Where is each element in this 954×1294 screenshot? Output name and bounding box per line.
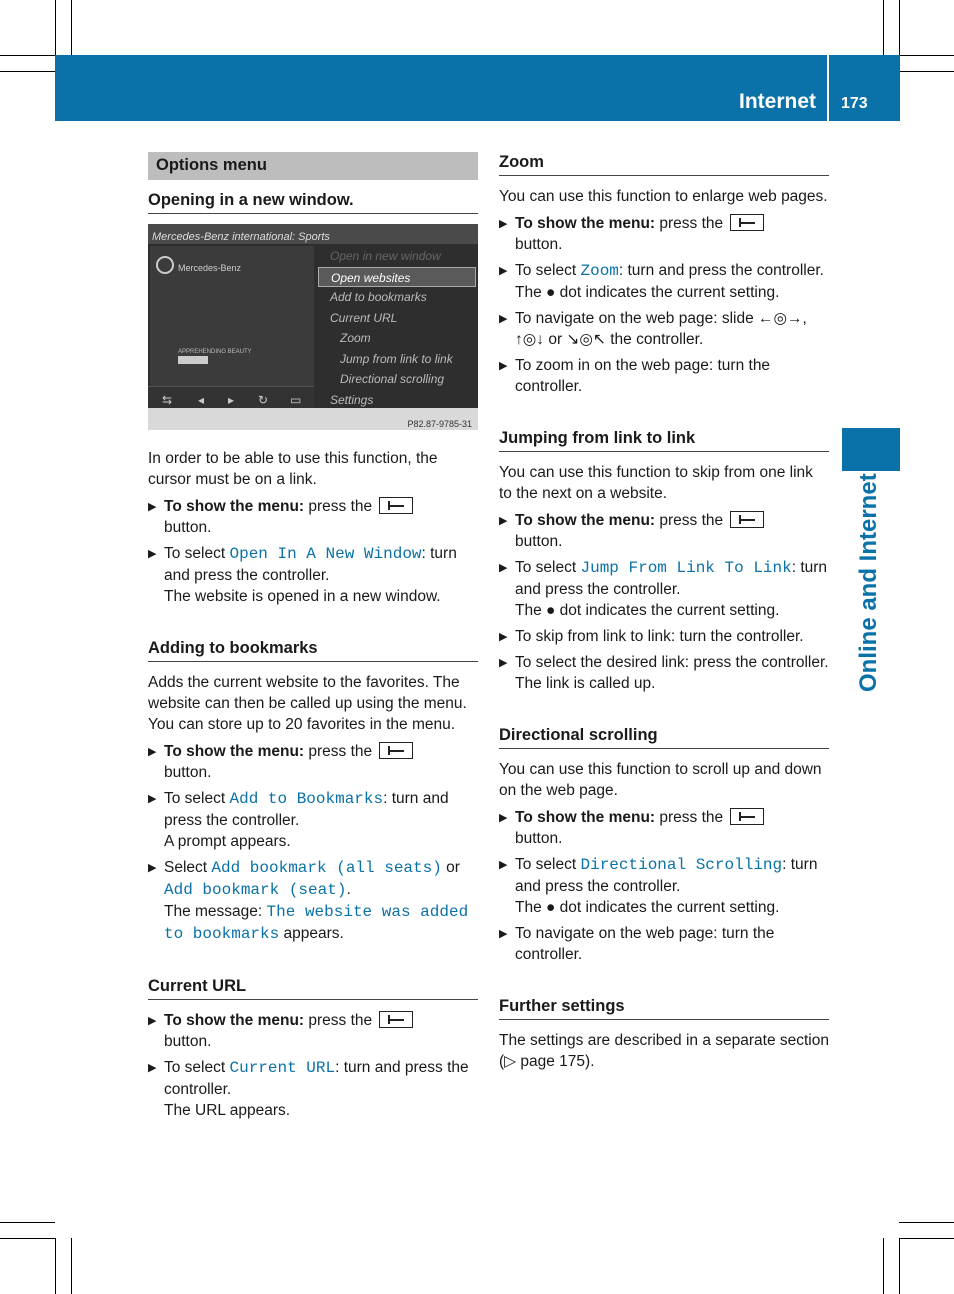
- step: ▶ To select the desired link: press the controller. The link is called up.: [499, 652, 829, 694]
- further-intro: The settings are described in a separate section (▷ page 175).: [499, 1032, 829, 1070]
- screen-brand: Mercedes-Benz: [178, 263, 242, 273]
- figure-caption: P82.87-9785-31: [148, 408, 478, 430]
- directional-heading: Directional scrolling: [499, 725, 829, 749]
- step: ▶ To navigate on the web page: turn the controller.: [499, 923, 829, 965]
- options-menu-heading: Options menu: [148, 152, 478, 180]
- crop-mark: [0, 1238, 55, 1239]
- screen-webpage: [150, 246, 314, 386]
- crop-mark: [0, 71, 55, 72]
- bookmarks-heading: Adding to bookmarks: [148, 638, 478, 662]
- further-heading: Further settings: [499, 996, 829, 1020]
- step: ▶ To select Add to Bookmarks: turn and press the controller. A prompt appears.: [148, 788, 478, 852]
- menu-item-zoom: Zoom: [340, 331, 371, 345]
- step: ▶ To show the menu: press the button.: [499, 807, 829, 849]
- menu-term: Add bookmark (seat): [164, 881, 347, 899]
- menu-item-add-bookmarks: Add to bookmarks: [330, 290, 427, 304]
- menu-item-jump-link: Jump from link to link: [340, 351, 453, 366]
- open-new-window-intro: In order to be able to use this function, the cursor must be on a link.: [148, 450, 438, 488]
- step: ▶ To zoom in on the web page: turn the controller.: [499, 355, 829, 397]
- section-title: Internet: [738, 90, 816, 113]
- jumping-intro: You can use this function to skip from one link to the next on a website.: [499, 464, 813, 502]
- forward-icon: ▸: [228, 393, 235, 407]
- menu-item-open-websites: Open websites: [318, 267, 476, 288]
- mercedes-logo-icon: [156, 256, 174, 274]
- screen-page-button: [178, 356, 208, 364]
- crop-mark: [899, 1222, 954, 1223]
- screen-title-bar: Mercedes-Benz international: Sports: [148, 224, 478, 244]
- menu-term: Directional Scrolling: [580, 856, 783, 874]
- step: ▶ To show the menu: press the button.: [499, 510, 829, 552]
- crop-mark: [899, 1238, 954, 1239]
- menu-item-open-new-window: Open in new window: [330, 249, 441, 263]
- current-url-heading: Current URL: [148, 976, 478, 1000]
- crop-mark: [899, 71, 954, 72]
- jumping-heading: Jumping from link to link: [499, 428, 829, 452]
- menu-term: Jump From Link To Link: [580, 559, 792, 577]
- menu-term: Zoom: [580, 262, 619, 280]
- screen-options-menu: [318, 246, 476, 406]
- zoom-heading: Zoom: [499, 152, 829, 176]
- back-button-icon: [379, 1011, 413, 1028]
- menu-term: Open In A New Window: [229, 545, 422, 563]
- step: ▶ To show the menu: press the button.: [148, 1010, 478, 1052]
- back-button-icon: [379, 742, 413, 759]
- page-number: 173: [841, 95, 868, 112]
- screen-page-text: APPREHENDING BEAUTY: [178, 349, 252, 355]
- side-tab: [842, 428, 900, 471]
- zoom-intro: You can use this function to enlarge web pages.: [499, 188, 828, 205]
- open-new-window-heading: Opening in a new window.: [148, 190, 478, 214]
- step: ▶ To select Zoom: turn and press the controller. The ● dot indicates the current setting.: [499, 260, 829, 303]
- header-divider: [827, 55, 829, 121]
- left-column: [148, 152, 478, 1126]
- screen-figure: [148, 224, 478, 430]
- keyboard-icon: ▭: [290, 393, 302, 407]
- crop-mark: [899, 1238, 900, 1294]
- menu-term: Current URL: [229, 1059, 336, 1077]
- page-header: [55, 55, 900, 121]
- side-chapter-title: Online and Internet: [855, 473, 882, 692]
- directional-intro: You can use this function to scroll up and down on the web page.: [499, 761, 822, 799]
- crop-mark: [883, 0, 884, 55]
- screen-bottom-bar: [148, 386, 314, 408]
- step: ▶ To select Current URL: turn and press the controller. The URL appears.: [148, 1057, 478, 1121]
- step: ▶ To skip from link to link: turn the controller.: [499, 626, 829, 647]
- crop-mark: [71, 0, 72, 55]
- menu-item-directional-scrolling: Directional scrolling: [340, 372, 445, 386]
- menu-term: Add bookmark (all seats): [211, 859, 442, 877]
- back-arrows-icon: ⇆: [162, 393, 173, 407]
- right-column: [499, 152, 829, 1078]
- step: ▶ To navigate on the web page: slide ←◎→, ↑◎↓ or ↘◎↖ the controller.: [499, 308, 829, 350]
- menu-term: Add to Bookmarks: [229, 790, 384, 808]
- step: ▶ To show the menu: press the button.: [148, 496, 478, 538]
- back-button-icon: [379, 497, 413, 514]
- crop-mark: [899, 55, 954, 56]
- step: ▶ To show the menu: press the button.: [499, 213, 829, 255]
- reload-icon: ↻: [258, 393, 269, 407]
- bookmarks-intro: Adds the current website to the favorites. The website can then be called up using the menu. You can store up to 20 favorites in the menu.: [148, 674, 467, 733]
- menu-item-settings: Settings: [330, 392, 374, 407]
- message-term: The website was added to bookmarks: [164, 903, 469, 943]
- crop-mark: [899, 0, 900, 55]
- back-button-icon: [730, 511, 764, 528]
- crop-mark: [71, 1238, 72, 1294]
- step: ▶ Select Add bookmark (all seats) or Add bookmark (seat). The message: The website was added to bookmarks appears.: [148, 857, 478, 945]
- step: ▶ To select Jump From Link To Link: turn and press the controller. The ● dot indicates the current setting.: [499, 557, 829, 621]
- crop-mark: [0, 55, 55, 56]
- crop-mark: [55, 1238, 56, 1294]
- crop-mark: [55, 0, 56, 55]
- step: ▶ To show the menu: press the button.: [148, 741, 478, 783]
- step: ▶ To select Directional Scrolling: turn and press the controller. The ● dot indicates the current setting.: [499, 854, 829, 918]
- back-icon: ◂: [198, 393, 205, 407]
- menu-item-current-url: Current URL: [330, 310, 398, 325]
- step: ▶ To select Open In A New Window: turn and press the controller. The website is opened in a new window.: [148, 543, 478, 607]
- crop-mark: [883, 1238, 884, 1294]
- back-button-icon: [730, 808, 764, 825]
- crop-mark: [0, 1222, 55, 1223]
- back-button-icon: [730, 214, 764, 231]
